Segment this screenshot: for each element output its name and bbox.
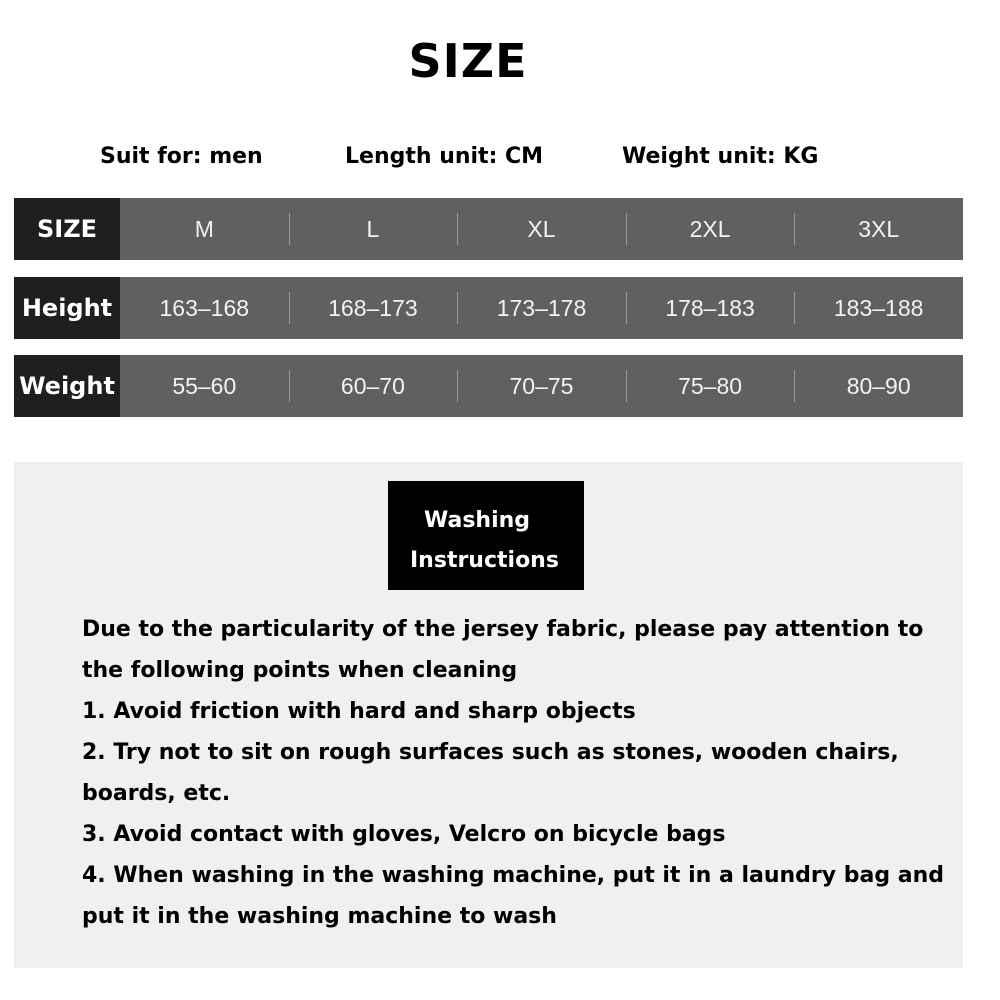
height-cell: 183–188 — [794, 277, 963, 339]
weight-cell: 75–80 — [626, 355, 795, 417]
size-row — [14, 198, 963, 260]
instruction-item: 3. Avoid contact with gloves, Velcro on bicycle bags — [82, 822, 726, 847]
suit-for-label: Suit for: men — [100, 144, 263, 169]
size-cell: L — [289, 198, 458, 260]
size-row-header: SIZE — [14, 198, 120, 260]
weight-cell: 60–70 — [289, 355, 458, 417]
page-title: SIZE — [408, 34, 528, 88]
weight-cell: 55–60 — [172, 372, 237, 399]
washing-heading-line2: Instructions — [410, 548, 559, 573]
height-row — [14, 277, 963, 339]
weight-cell: 80–90 — [794, 355, 963, 417]
instruction-intro: Due to the particularity of the jersey fabric, please pay attention to the following points when cleaning — [82, 617, 924, 683]
height-cell: 173–178 — [457, 277, 626, 339]
height-row-header: Height — [14, 277, 120, 339]
size-cell: 3XL — [794, 198, 963, 260]
washing-heading — [388, 481, 584, 590]
weight-row-header: Weight — [14, 355, 120, 417]
size-cell: M — [194, 215, 214, 242]
instruction-item: 4. When washing in the washing machine, put it in a laundry bag and put it in the washing machine to wash — [82, 863, 945, 929]
height-cell: 168–173 — [289, 277, 458, 339]
size-cell: XL — [457, 198, 626, 260]
instruction-item: 2. Try not to sit on rough surfaces such as stones, wooden chairs, boards, etc. — [82, 740, 899, 806]
washing-heading-line1: Washing — [424, 508, 531, 533]
weight-unit-label: Weight unit: KG — [622, 144, 819, 169]
height-cell: 178–183 — [626, 277, 795, 339]
length-unit-label: Length unit: CM — [345, 144, 544, 169]
washing-instructions — [82, 609, 952, 937]
size-cell: 2XL — [626, 198, 795, 260]
weight-cell: 70–75 — [457, 355, 626, 417]
instruction-item: 1. Avoid friction with hard and sharp objects — [82, 699, 636, 724]
weight-row — [14, 355, 963, 417]
height-cell: 163–168 — [159, 294, 250, 321]
